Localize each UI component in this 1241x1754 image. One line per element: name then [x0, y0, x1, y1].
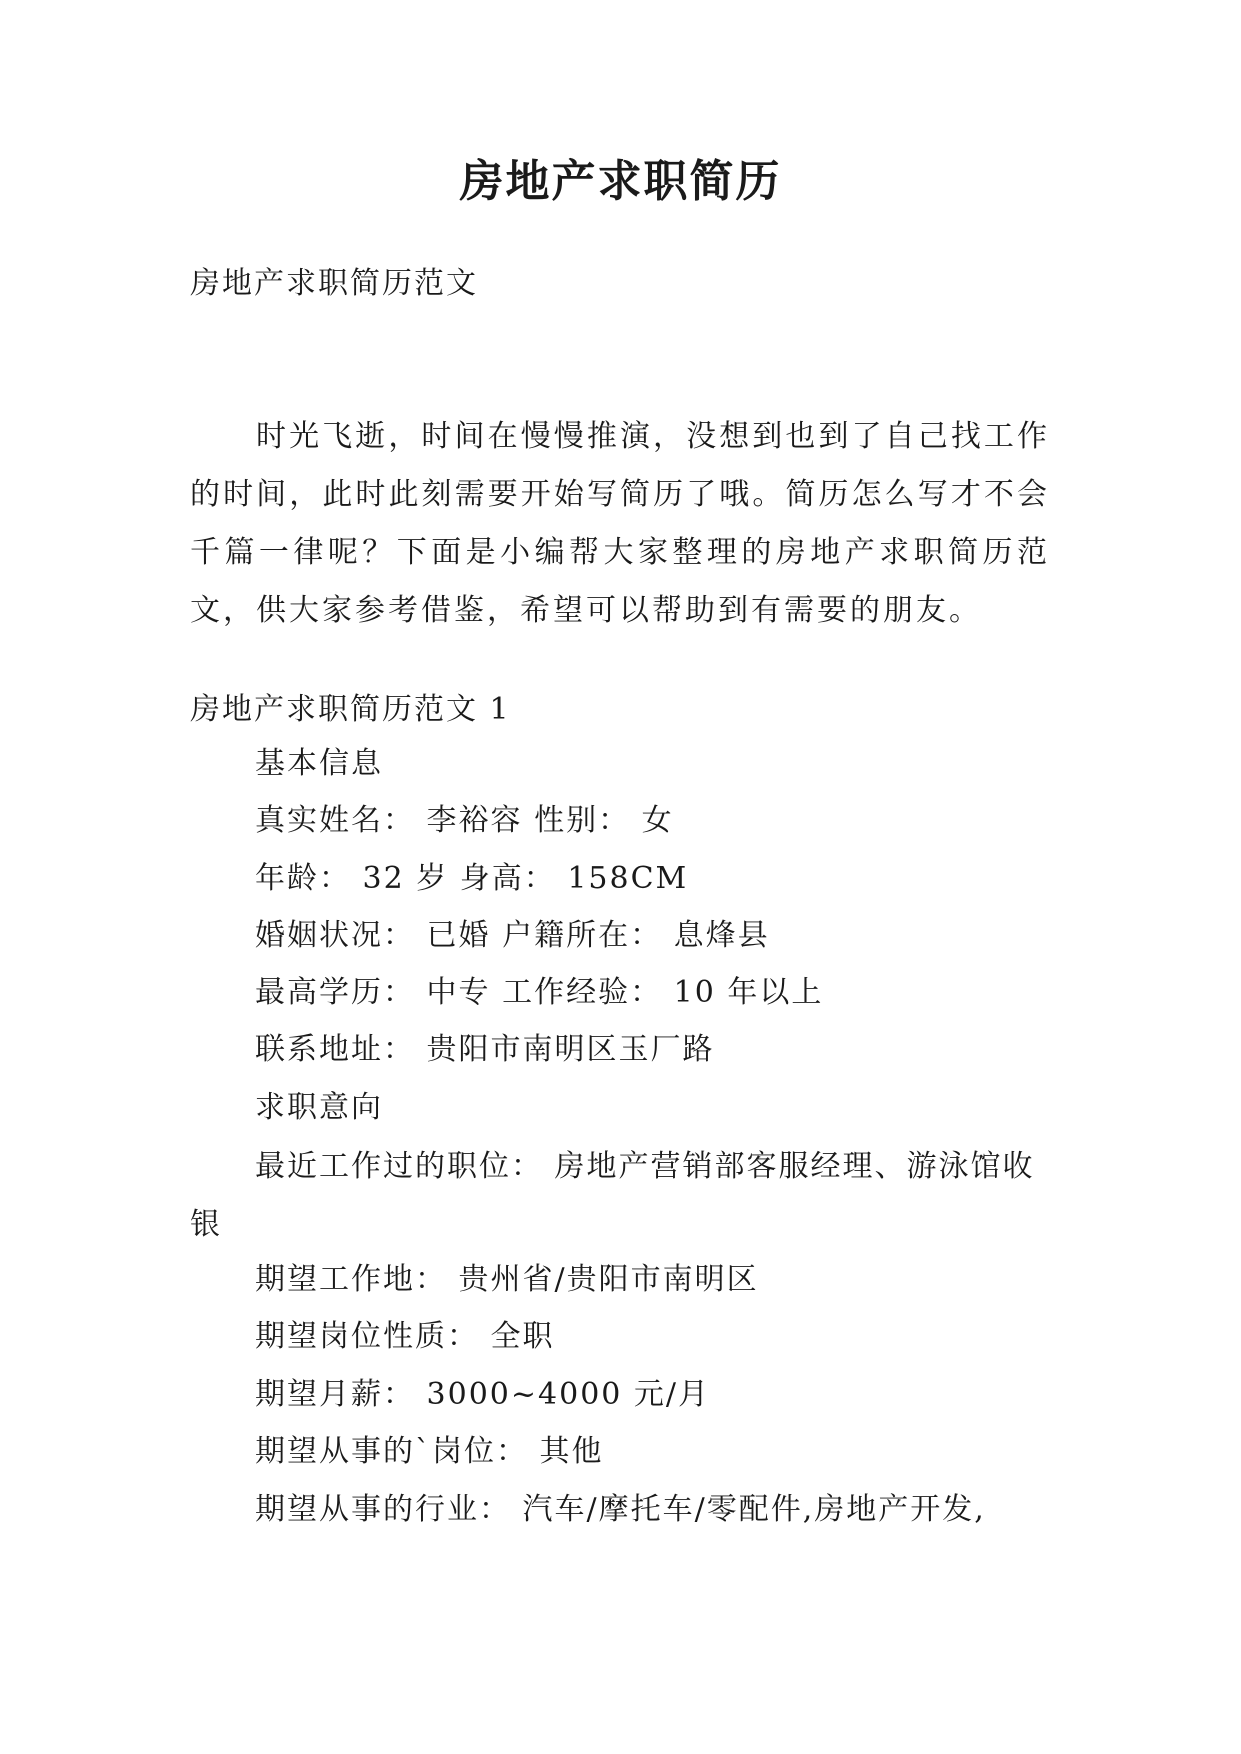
recent-position-line: 最近工作过的职位： 房地产营销部客服经理、游泳馆收银	[190, 1149, 1035, 1242]
expected-position-line: 期望从事的`岗位： 其他	[255, 1434, 604, 1469]
contact-address-line: 联系地址： 贵阳市南明区玉厂路	[255, 1032, 715, 1067]
job-intent-heading: 求职意向	[255, 1090, 383, 1125]
age-height-line: 年龄： 32 岁 身高： 158CM	[255, 861, 689, 896]
expected-industry-line: 期望从事的行业： 汽车/摩托车/零配件,房地产开发,	[255, 1492, 986, 1527]
education-experience-line: 最高学历： 中专 工作经验： 10 年以上	[255, 975, 824, 1010]
basic-info-heading: 基本信息	[255, 746, 383, 781]
intro-paragraph: 时光飞逝，时间在慢慢推演，没想到也到了自己找工作的时间，此时此刻需要开始写简历了哦。简历怎么写才不会千篇一律呢？下面是小编帮大家整理的房地产求职简历范文，供大家参考借鉴，希望可以帮助到有需要的朋友。	[190, 419, 1050, 628]
section-heading: 房地产求职简历范文 1	[190, 692, 511, 727]
document-title: 房地产求职简历	[459, 156, 782, 207]
subtitle: 房地产求职简历范文	[190, 266, 478, 301]
expected-location-line: 期望工作地： 贵州省/贵阳市南明区	[255, 1262, 759, 1297]
expected-salary-line: 期望月薪： 3000~4000 元/月	[255, 1377, 711, 1412]
name-gender-line: 真实姓名： 李裕容 性别： 女	[255, 803, 674, 838]
expected-job-type-line: 期望岗位性质： 全职	[255, 1319, 555, 1354]
marital-hukou-line: 婚姻状况： 已婚 户籍所在： 息烽县	[255, 918, 770, 953]
